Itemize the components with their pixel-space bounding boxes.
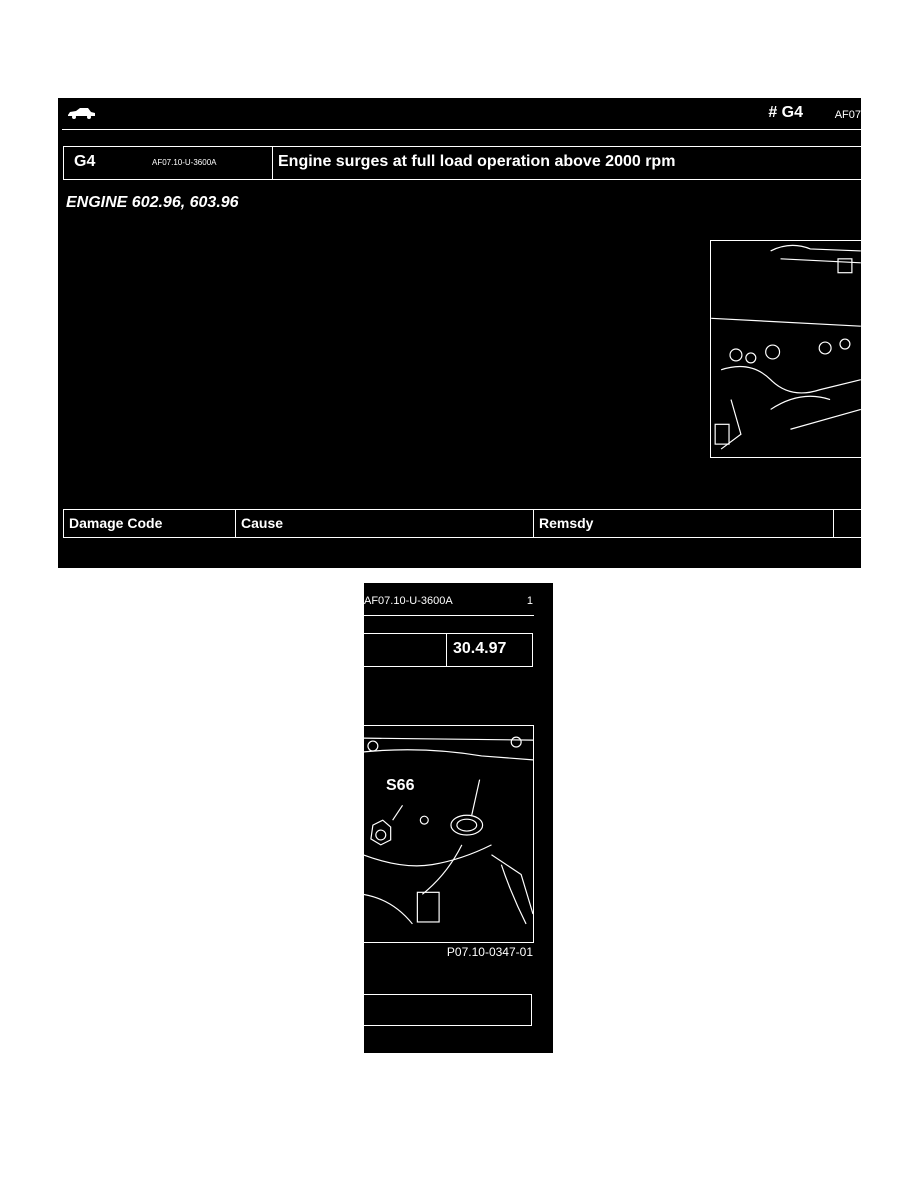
column-header-remedy: Remsdy <box>534 510 834 537</box>
document-page-bottom <box>364 583 553 1053</box>
issue-date: 30.4.97 <box>453 640 507 657</box>
figure-number: P07.10-0347-01 <box>446 945 533 959</box>
car-icon <box>66 106 96 120</box>
engine-illustration <box>710 240 861 458</box>
column-header-cause: Cause <box>236 510 534 537</box>
engine-models: ENGINE 602.96, 603.96 <box>66 194 239 211</box>
title-row <box>63 146 861 180</box>
title-code-cell <box>64 147 273 179</box>
remedy-cell <box>364 994 532 1026</box>
engine-detail-illustration <box>364 725 534 943</box>
fault-code: G4 <box>74 153 96 170</box>
fault-title: Engine surges at full load operation above 2000 rpm <box>278 153 676 170</box>
doc-id: AF07.10-U-3600A <box>152 158 217 167</box>
table-header <box>63 509 861 538</box>
callout-label: S66 <box>386 777 415 794</box>
date-cell <box>446 634 532 666</box>
header-divider <box>62 129 861 130</box>
doc-id-header: AF07.10-U-3600A <box>364 595 453 607</box>
header-doc-id: AF07 <box>834 109 861 121</box>
date-row <box>364 633 533 667</box>
header-code: # G4 <box>768 104 803 121</box>
page-number: 1 <box>526 595 533 607</box>
column-header-damage-code: Damage Code <box>64 510 236 537</box>
document-page-top <box>58 98 861 568</box>
header-divider <box>364 615 534 616</box>
